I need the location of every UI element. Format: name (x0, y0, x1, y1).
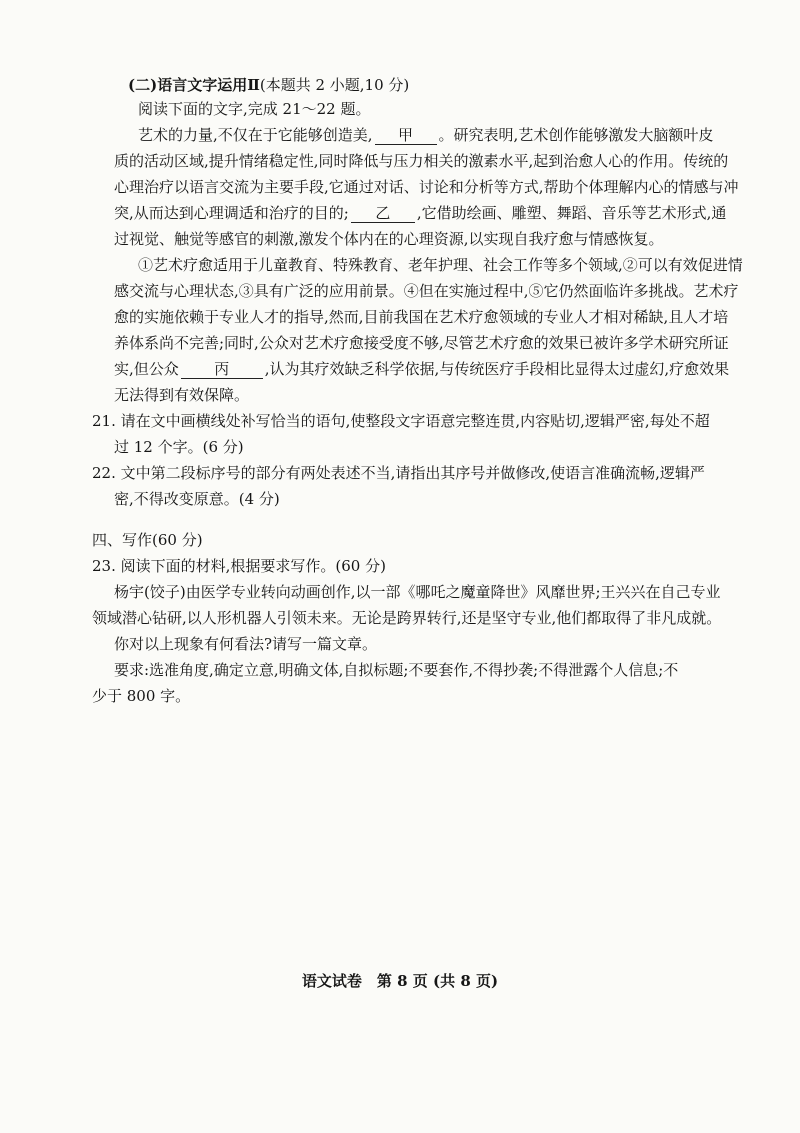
question-22: 22. 文中第二段标序号的部分有两处表述不当,请指出其序号并做修改,使语言准确流畅,逻辑严 (92, 464, 705, 482)
passage-line: 愈的实施依赖于专业人才的指导,然而,目前我国在艺术疗愈领域的专业人才相对稀缺,且人才培 (114, 308, 729, 326)
section-heading-detail: (本题共 2 小题,10 分) (259, 76, 410, 94)
question-21-cont: 过 12 个字。(6 分) (114, 438, 244, 456)
section-heading-bold: (二)语言文字运用Ⅱ (128, 76, 260, 94)
passage-line: ①艺术疗愈适用于儿童教育、特殊教育、老年护理、社会工作等多个领域,②可以有效促进情 (138, 256, 743, 274)
question-21: 21. 请在文中画横线处补写恰当的语句,使整段文字语意完整连贯,内容贴切,逻辑严密,每处不超 (92, 412, 710, 430)
passage-line: 过视觉、触觉等感官的刺激,激发个体内在的心理资源,以实现自我疗愈与情感恢复。 (114, 230, 664, 248)
passage-line: 实,但公众 丙 ,认为其疗效缺乏科学依据,与传统医疗手段相比显得太过虚幻,疗愈效果 (114, 360, 730, 378)
passage-line: 无法得到有效保障。 (114, 386, 250, 404)
passage-line: 质的活动区域,提升情绪稳定性,同时降低与压力相关的激素水平,起到治愈人心的作用。传统的 (114, 152, 729, 170)
blank-bing: 丙 (181, 361, 263, 379)
requirements-line: 少于 800 字。 (92, 687, 191, 705)
writing-heading: 四、写作(60 分) (92, 531, 203, 549)
passage-line: 心理治疗以语言交流为主要手段,它通过对话、讨论和分析等方式,帮助个体理解内心的情感与冲 (114, 178, 739, 196)
blank-yi: 乙 (351, 205, 415, 223)
passage-line: 艺术的力量,不仅在于它能够创造美, 甲 。研究表明,艺术创作能够激发大脑额叶皮 (138, 126, 714, 144)
writing-prompt: 你对以上现象有何看法?请写一篇文章。 (114, 635, 378, 653)
blank-jia: 甲 (375, 127, 437, 145)
instruction: 阅读下面的文字,完成 21～22 题。 (138, 100, 371, 118)
passage-line: 感交流与心理状态,③具有广泛的应用前景。④但在实施过程中,⑤它仍然面临许多挑战。艺术疗 (114, 282, 739, 300)
material-line: 杨宇(饺子)由医学专业转向动画创作,以一部《哪吒之魔童降世》风靡世界;王兴兴在自己专业 (114, 583, 721, 601)
requirements-line: 要求:选准角度,确定立意,明确文体,自拟标题;不要套作,不得抄袭;不得泄露个人信息;不 (114, 661, 679, 679)
question-23: 23. 阅读下面的材料,根据要求写作。(60 分) (92, 557, 386, 575)
passage-line: 养体系尚不完善;同时,公众对艺术疗愈接受度不够,尽管艺术疗愈的效果已被许多学术研究所证 (114, 334, 729, 352)
question-22-cont: 密,不得改变原意。(4 分) (114, 490, 280, 508)
material-line: 领域潜心钻研,以人形机器人引领未来。无论是跨界转行,还是坚守专业,他们都取得了非凡成就。 (92, 609, 722, 627)
passage-line: 突,从而达到心理调适和治疗的目的; 乙 ,它借助绘画、雕塑、舞蹈、音乐等艺术形式,通 (114, 204, 727, 222)
section-heading (128, 72, 409, 98)
page-footer: 语文试卷 第 8 页 (共 8 页) (301, 972, 499, 990)
